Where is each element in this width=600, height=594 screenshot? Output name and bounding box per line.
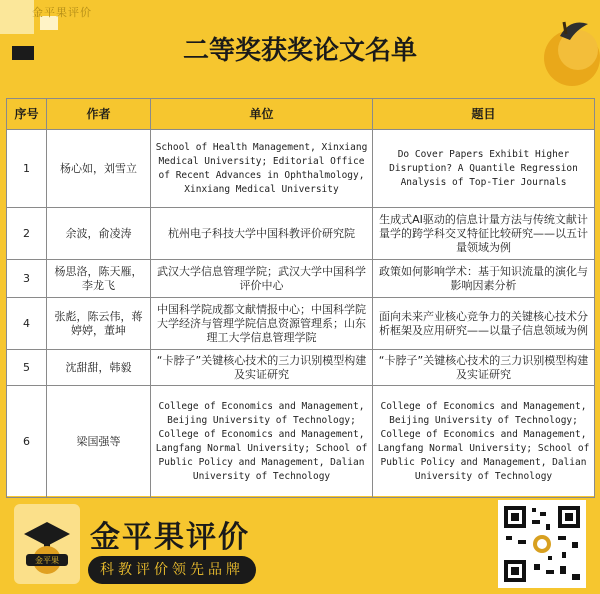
watermark: 金平果评价 <box>32 6 92 19</box>
header-unit: 单位 <box>151 99 373 130</box>
cell-authors: 梁国强等 <box>47 386 151 498</box>
table-row <box>7 350 595 386</box>
cell-index: 5 <box>7 350 47 386</box>
table-row <box>7 130 595 208</box>
table-header-row <box>7 99 595 130</box>
cell-unit: 武汉大学信息管理学院；武汉大学中国科学评价中心 <box>151 260 373 298</box>
table-row <box>7 260 595 298</box>
cell-unit: 杭州电子科技大学中国科教评价研究院 <box>151 208 373 260</box>
table-row <box>7 208 595 260</box>
cell-index: 2 <box>7 208 47 260</box>
cell-unit: School of Health Management, Xinxiang Medical University; Editorial Office of Recent Advances in Ophthalmology, Xinxiang Medical University <box>151 130 373 208</box>
cell-authors: 余波，俞凌涛 <box>47 208 151 260</box>
cell-authors: 杨思洛，陈天雁，李龙飞 <box>47 260 151 298</box>
header-index: 序号 <box>7 99 47 130</box>
fruit-decoration-icon <box>530 14 600 92</box>
cell-authors: 张彪，陈云伟，蒋婷婷，董坤 <box>47 298 151 350</box>
award-table-card <box>6 98 594 496</box>
cell-authors: 杨心如，刘雪立 <box>47 130 151 208</box>
cell-authors: 沈甜甜，韩毅 <box>47 350 151 386</box>
cell-topic: College of Economics and Management, Beijing University of Technology; College of Economics and Management, Langfang Normal University; School of Public Policy and Management, Dalian University of Technology <box>373 386 595 498</box>
cell-index: 1 <box>7 130 47 208</box>
table-row <box>7 386 595 498</box>
cell-topic: 政策如何影响学术：基于知识流量的演化与影响因素分析 <box>373 260 595 298</box>
header-topic: 题目 <box>373 99 595 130</box>
brand-slogan: 科教评价领先品牌 <box>88 556 256 584</box>
brand-name: 金平果评价 <box>90 520 250 555</box>
cell-unit: College of Economics and Management, Beijing University of Technology; College of Economics and Management, Langfang Normal University; School of Public Policy and Management, Dalian University of Technology <box>151 386 373 498</box>
cell-unit: 中国科学院成都文献情报中心；中国科学院大学经济与管理学院信息资源管理系；山东理工大学信息管理学院 <box>151 298 373 350</box>
cell-index: 4 <box>7 298 47 350</box>
cell-topic: Do Cover Papers Exhibit Higher Disruption? A Quantile Regression Analysis of Top-Tier Journals <box>373 130 595 208</box>
cell-index: 3 <box>7 260 47 298</box>
cell-topic: 面向未来产业核心竞争力的关键核心技术分析框架及应用研究——以量子信息领域为例 <box>373 298 595 350</box>
qr-code-icon <box>498 500 586 588</box>
cell-unit: “卡脖子”关键核心技术的三力识别模型构建及实证研究 <box>151 350 373 386</box>
cell-topic: “卡脖子”关键核心技术的三力识别模型构建及实证研究 <box>373 350 595 386</box>
decor-square <box>0 0 34 34</box>
brand-logo-icon <box>14 504 80 584</box>
award-table <box>6 98 595 498</box>
header-authors: 作者 <box>47 99 151 130</box>
cell-topic: 生成式AI驱动的信息计量方法与传统文献计量学的跨学科交叉特征比较研究——以五计量领域为例 <box>373 208 595 260</box>
page-title: 二等奖获奖论文名单 <box>182 36 417 66</box>
cell-index: 6 <box>7 386 47 498</box>
table-row <box>7 298 595 350</box>
svg-text:金平果: 金平果 <box>35 556 59 565</box>
